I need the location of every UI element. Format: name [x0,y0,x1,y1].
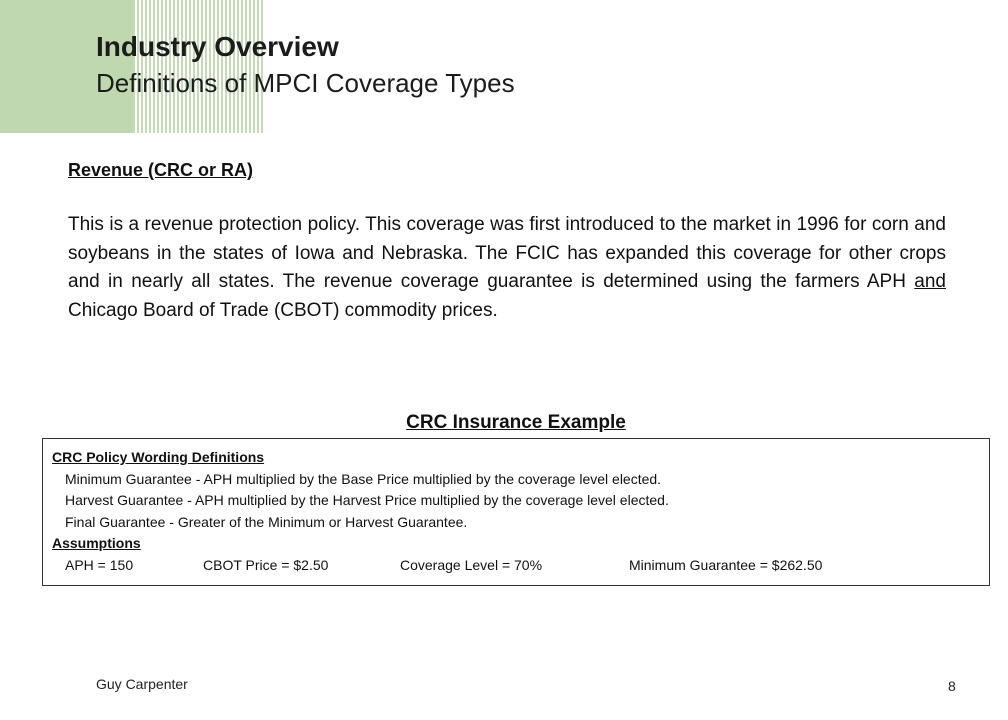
page-title: Industry Overview [96,31,339,62]
assumption-cbot-price: CBOT Price = $2.50 [203,556,329,573]
example-box [42,438,990,586]
assumption-aph: APH = 150 [65,556,134,573]
section-heading: Revenue (CRC or RA) [68,160,254,180]
example-heading: CRC Insurance Example [406,412,626,433]
section-body-text-1: This is a revenue protection policy. This coverage was first introduced to the market in 1996 for corn and soybeans in the states of Iowa and Nebraska. The FCIC has expanded this coverage for other crops and in nearly all states. The revenue coverage guarantee is determined using the farmers APH [68,214,946,292]
section-body [68,211,946,325]
section-body-emphasis: and [914,271,946,292]
page-subtitle: Definitions of MPCI Coverage Types [96,68,515,98]
page-number: 8 [948,678,956,694]
assumptions-row [52,555,989,577]
footer-author: Guy Carpenter [96,676,188,692]
definitions-heading: CRC Policy Wording Definitions [52,449,265,465]
assumptions-heading: Assumptions [52,535,141,551]
assumption-minimum-guarantee: Minimum Guarantee = $262.50 [629,556,823,573]
section-body-text-2: Chicago Board of Trade (CBOT) commodity prices. [68,299,498,321]
definition-harvest-guarantee: Harvest Guarantee - APH multiplied by the Harvest Price multiplied by the coverage level elected. [65,492,669,508]
definition-minimum-guarantee: Minimum Guarantee - APH multiplied by the Base Price multiplied by the coverage level elected. [65,470,662,487]
assumption-coverage-level: Coverage Level = 70% [400,556,543,573]
definition-final-guarantee: Final Guarantee - Greater of the Minimum or Harvest Guarantee. [65,513,468,530]
